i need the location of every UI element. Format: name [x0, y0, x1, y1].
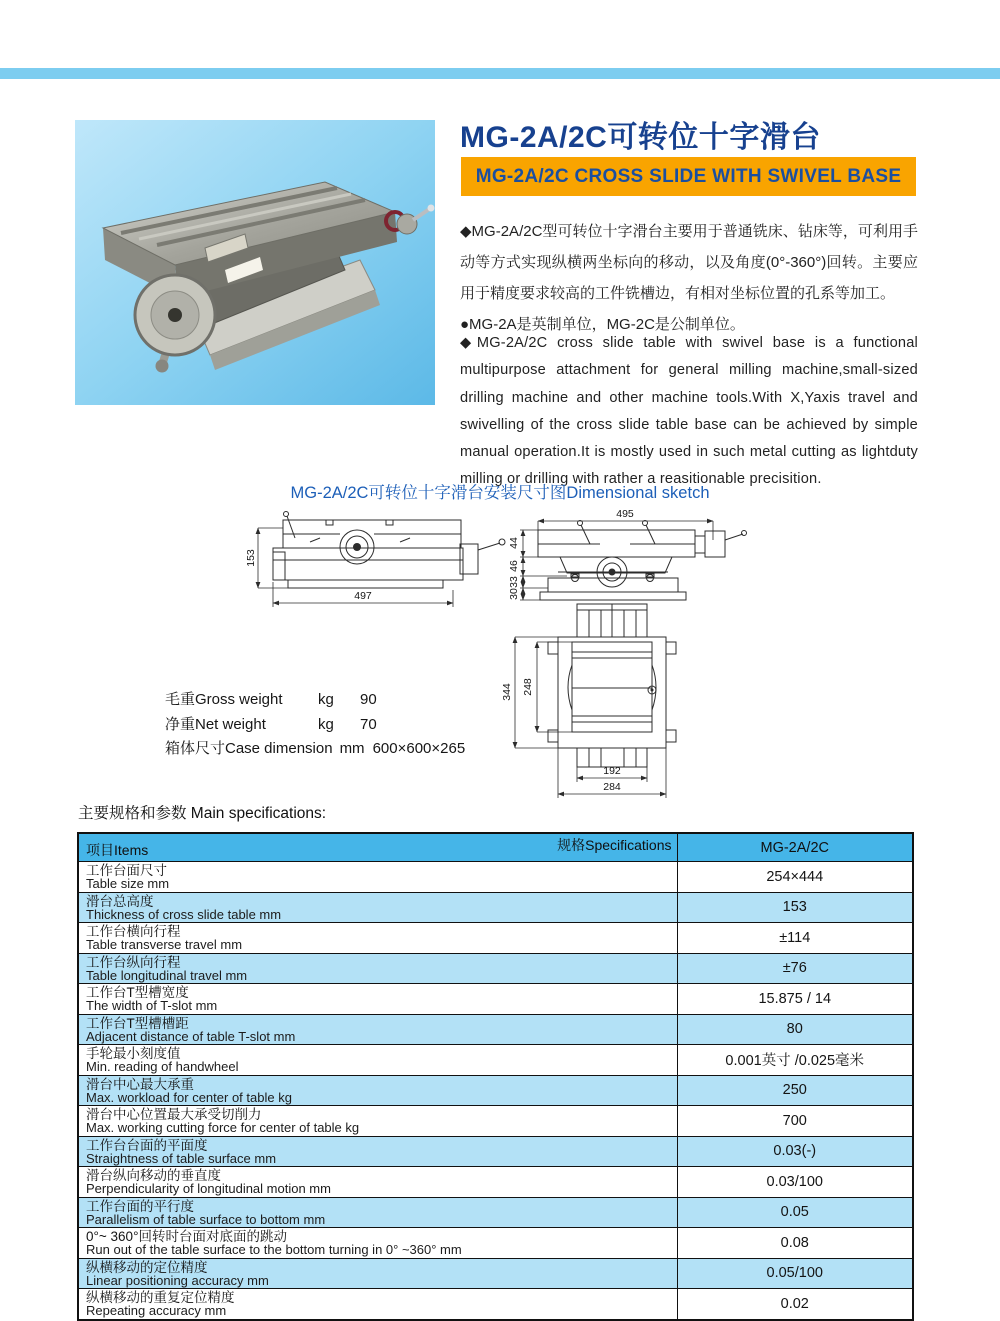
spec-item-zh: 工作台面尺寸: [86, 863, 167, 878]
spec-item-zh: 工作台T型槽宽度: [86, 985, 189, 1000]
spec-value-cell: 250: [677, 1075, 913, 1106]
table-row: [78, 892, 913, 923]
spec-item-zh: 工作台纵向行程: [86, 954, 181, 970]
intro-zh-units-note: ●MG-2A是英制单位，MG-2C是公制单位。: [460, 316, 745, 333]
spec-item-en: Table size mm: [86, 876, 170, 891]
dim-192: 192: [603, 765, 621, 777]
weight-unit: kg: [318, 715, 334, 733]
page-title: MG-2A/2C可转位十字滑台: [460, 121, 821, 154]
items-header-label: 项目Items: [86, 842, 149, 858]
dim-44: 44: [508, 537, 520, 549]
spec-value-cell: ±76: [677, 953, 913, 984]
weight-label: 净重Net weight: [165, 715, 266, 733]
table-row: [78, 1258, 913, 1289]
model-header-label: MG-2A/2C: [677, 833, 913, 862]
spec-item-zh: 手轮最小刻度值: [86, 1046, 181, 1061]
english-title-text: MG-2A/2C CROSS SLIDE WITH SWIVEL BASE: [475, 165, 902, 187]
table-row: [78, 923, 913, 954]
table-row: [78, 1228, 913, 1259]
spec-value-cell: 0.05: [677, 1197, 913, 1228]
spec-item-en: Table transverse travel mm: [86, 937, 243, 952]
side-view: [245, 512, 505, 608]
dim-497: 497: [354, 590, 372, 602]
weight-value: 600×600×265: [372, 740, 466, 757]
spec-item-en: Linear positioning accuracy mm: [86, 1272, 269, 1288]
table-row: [78, 984, 913, 1015]
weight-label: 毛重Gross weight: [165, 691, 283, 708]
intro-zh-main: ◆MG-2A/2C型可转位十字滑台主要用于普通铣床、钻床等，可利用手动等方式实现纵横两坐标向的移动，以及角度(0°-360°)回转。主要应用于精度要求较高的工件铣槽边，有相对坐标位置的孔系等加工。: [460, 223, 918, 302]
table-row: [78, 1136, 913, 1167]
dim-248: 248: [522, 678, 534, 696]
spec-value-cell: 0.05/100: [677, 1258, 913, 1289]
spec-item-cell: [78, 1014, 677, 1045]
dim-33: 33: [508, 576, 520, 588]
table-row: [78, 1289, 913, 1320]
items-specifications-header-cell: [78, 833, 677, 862]
dim-495: 495: [616, 508, 634, 520]
table-row: [78, 1167, 913, 1198]
spec-item-zh: 滑台中心最大承重: [86, 1076, 194, 1092]
spec-item-en: Repeating accuracy mm: [86, 1303, 227, 1318]
top-accent-bar: [0, 68, 1000, 79]
spec-value-cell: 254×444: [677, 862, 913, 893]
weights-block: [165, 688, 510, 762]
spec-item-zh: 工作台横向行程: [86, 924, 181, 939]
table-row: [78, 1197, 913, 1228]
spec-value-cell: 15.875 / 14: [677, 984, 913, 1015]
spec-item-zh: 工作台T型槽槽距: [86, 1015, 189, 1031]
spec-item-zh: 滑台纵向移动的垂直度: [86, 1168, 221, 1183]
table-row: [78, 1075, 913, 1106]
spec-item-zh: 工作台面的平行度: [86, 1198, 194, 1214]
spec-item-en: Run out of the table surface to the bottom turning in 0° ~360° mm: [86, 1242, 462, 1257]
main-specifications-heading: 主要规格和参数 Main specifications:: [78, 805, 327, 822]
cross-slide-photo-illustration: [75, 120, 435, 405]
english-title-banner: [461, 157, 916, 196]
spec-item-cell: [78, 1167, 677, 1198]
spec-item-cell: [78, 862, 677, 893]
spec-item-cell: [78, 1289, 677, 1320]
spec-value-cell: 0.02: [677, 1289, 913, 1320]
spec-item-zh: 纵横移动的重复定位精度: [86, 1290, 235, 1305]
intro-paragraph-zh: [460, 216, 918, 340]
spec-item-en: Max. working cutting force for center of table kg: [86, 1120, 360, 1135]
spec-item-zh: 工作台台面的平面度: [86, 1137, 208, 1153]
table-row: [78, 1014, 913, 1045]
spec-item-zh: 纵横移动的定位精度: [86, 1259, 208, 1275]
spec-item-en: Thickness of cross slide table mm: [86, 906, 282, 922]
top-view: [508, 508, 747, 600]
weight-value: 70: [360, 715, 377, 733]
weight-unit: mm: [339, 740, 365, 757]
weight-row: [165, 688, 510, 713]
spec-item-cell: [78, 892, 677, 923]
dim-153: 153: [245, 549, 257, 567]
spec-item-en: Adjacent distance of table T-slot mm: [86, 1028, 296, 1044]
table-row: [78, 862, 913, 893]
spec-item-en: Parallelism of table surface to bottom mm: [86, 1211, 326, 1227]
weight-unit: kg: [318, 691, 334, 708]
dimensional-sketch: [240, 500, 760, 810]
spec-value-cell: 0.03(-): [677, 1136, 913, 1167]
spec-item-cell: [78, 1136, 677, 1167]
dim-344: 344: [501, 683, 513, 701]
spec-item-cell: [78, 923, 677, 954]
spec-value-cell: 153: [677, 892, 913, 923]
spec-item-en: Min. reading of handwheel: [86, 1059, 239, 1074]
table-row: [78, 1106, 913, 1137]
spec-item-cell: [78, 1197, 677, 1228]
spec-item-cell: [78, 1258, 677, 1289]
dim-284: 284: [603, 781, 621, 793]
spec-item-cell: [78, 1106, 677, 1137]
spec-item-cell: [78, 1045, 677, 1076]
table-row: [78, 1045, 913, 1076]
spec-item-cell: [78, 1228, 677, 1259]
product-photo: [75, 120, 435, 405]
spec-item-en: Straightness of table surface mm: [86, 1150, 277, 1166]
table-header-row: [78, 833, 913, 862]
technical-drawing: [240, 500, 760, 810]
spec-item-cell: [78, 984, 677, 1015]
spec-value-cell: 0.03/100: [677, 1167, 913, 1198]
spec-item-cell: [78, 953, 677, 984]
spec-item-en: Max. workload for center of table kg: [86, 1089, 292, 1105]
spec-item-en: Table longitudinal travel mm: [86, 967, 248, 983]
table-row: [78, 953, 913, 984]
intro-paragraph-en: ◆MG-2A/2C cross slide table with swivel base is a functional multipurpose attachment for general milling machine,small-sized drilling machine and other machine tools.With X,Yaxis travel and swivelling of the cross slide table base can be achieved by simple manual operation.It is mostly used in such metal cutting as lightduty milling or drilling with rather a reasitionable precisition.: [460, 335, 918, 488]
spec-item-en: Perpendicularity of longitudinal motion mm: [86, 1181, 331, 1196]
spec-item-en: The width of T-slot mm: [86, 998, 218, 1013]
spec-value-cell: 80: [677, 1014, 913, 1045]
spec-item-zh: 滑台总高度: [86, 893, 154, 909]
weight-label: 箱体尺寸Case dimension: [165, 740, 333, 757]
spec-value-cell: 700: [677, 1106, 913, 1137]
dimensional-sketch-heading: MG-2A/2C可转位十字滑台安装尺寸图Dimensional sketch: [290, 484, 710, 502]
specifications-header-label: 规格Specifications: [557, 837, 672, 853]
spec-item-cell: [78, 1075, 677, 1106]
dim-46: 46: [508, 560, 520, 572]
specifications-table: [77, 832, 914, 1321]
weight-value: 90: [360, 691, 377, 708]
spec-item-zh: 滑台中心位置最大承受切削力: [86, 1107, 262, 1122]
spec-value-cell: 0.08: [677, 1228, 913, 1259]
plan-view: [501, 604, 676, 798]
weight-row: [165, 713, 510, 738]
weight-row: [165, 737, 510, 762]
spec-value-cell: ±114: [677, 923, 913, 954]
spec-value-cell: 0.001英寸 /0.025毫米: [677, 1045, 913, 1076]
spec-item-zh: 0°~ 360°回转时台面对底面的跳动: [86, 1229, 287, 1244]
dim-30: 30: [508, 588, 520, 600]
